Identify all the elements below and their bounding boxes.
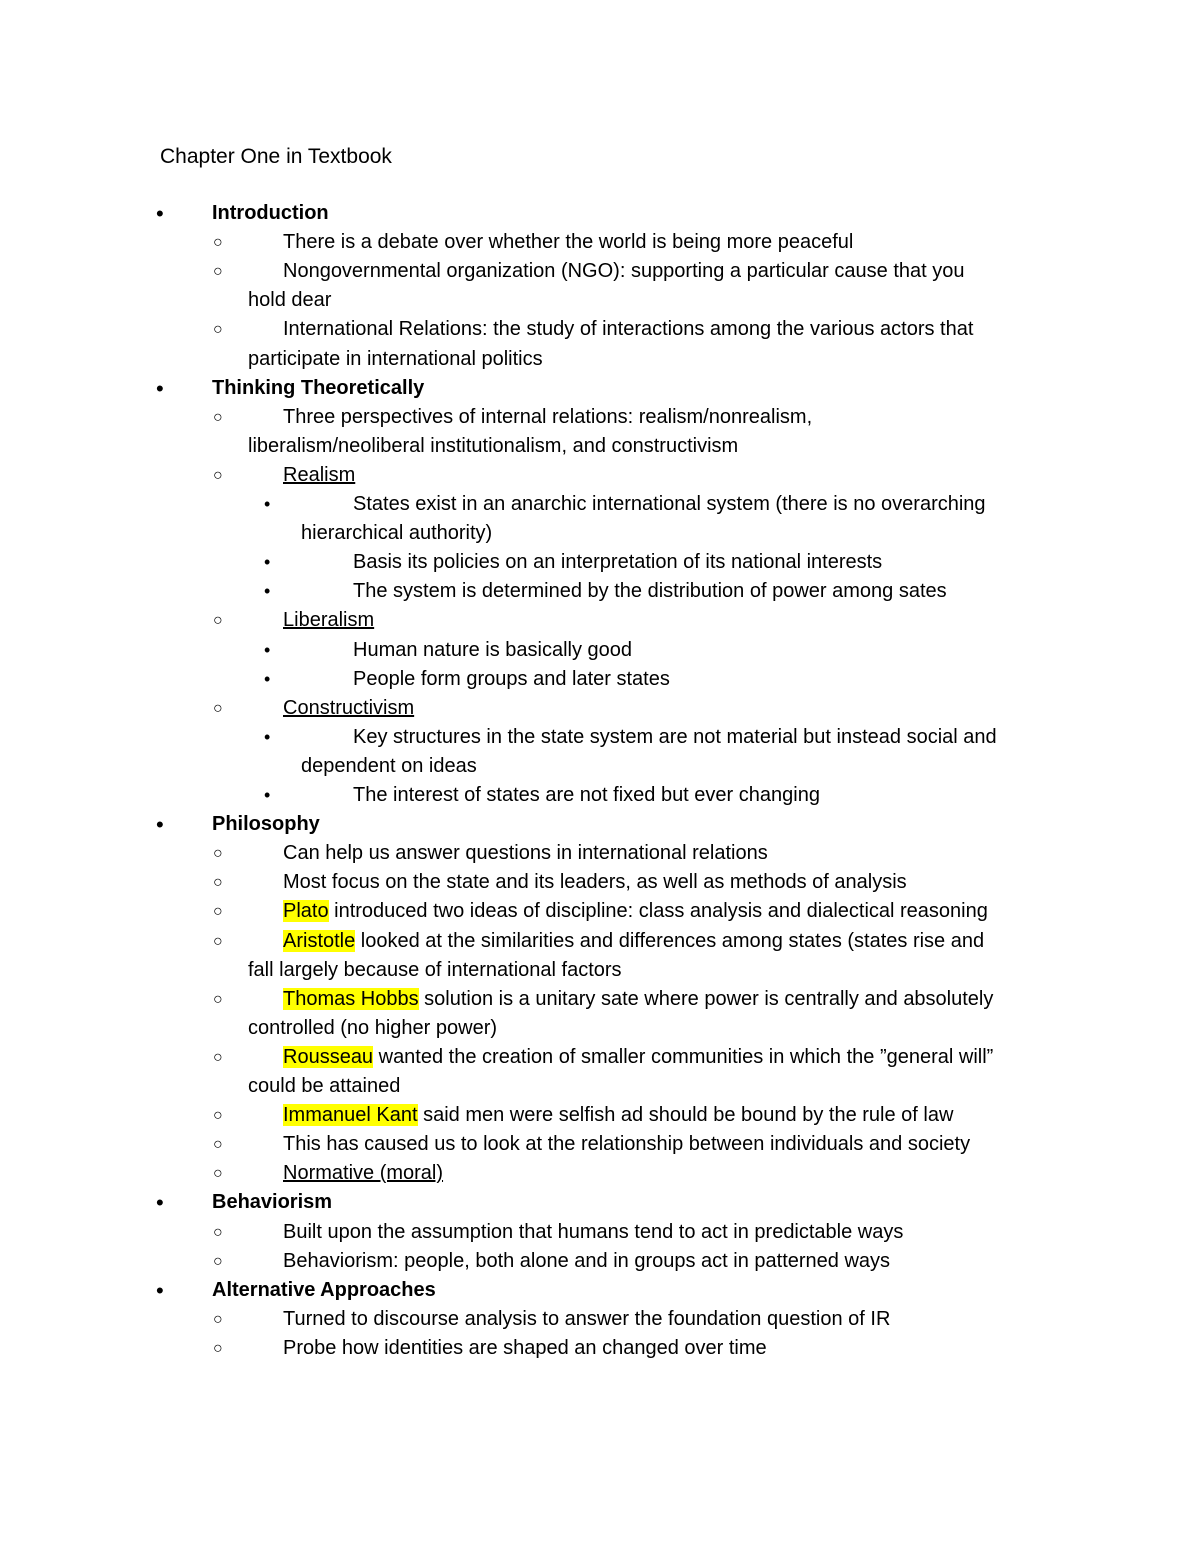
list-item: [283, 1248, 890, 1275]
sub-bullet-icon: ○: [213, 408, 223, 426]
list-item: [283, 1044, 993, 1071]
list-item: [283, 986, 993, 1013]
item-text: Turned to discourse analysis to answer the foundation question of IR: [283, 1307, 891, 1330]
subheading: [283, 1160, 443, 1187]
list-item: [283, 1219, 903, 1246]
item-text: Built upon the assumption that humans tend to act in predictable ways: [283, 1220, 904, 1243]
nested-list-item: [301, 753, 477, 780]
item-text: hold dear: [248, 289, 332, 312]
section-heading-text: Behaviorism: [212, 1191, 333, 1214]
list-item: [283, 258, 964, 285]
item-text: States exist in an anarchic international system (there is no overarching: [353, 493, 986, 515]
subheading: [283, 695, 414, 722]
item-text: could be attained: [248, 1075, 401, 1097]
list-item: [283, 1335, 767, 1362]
highlighted-name: Thomas Hobbs: [283, 987, 419, 1010]
sub-bullet-icon: ○: [213, 845, 223, 863]
bullet-icon: •: [156, 812, 164, 838]
subheading: [283, 462, 355, 489]
list-item: [283, 229, 853, 256]
item-text: liberalism/neoliberal institutionalism, and constructivism: [248, 434, 739, 457]
nested-list-item: [301, 520, 492, 547]
nested-list-item: [353, 637, 632, 664]
subheading-label: Normative (moral): [283, 1162, 444, 1185]
sub-bullet-icon: ○: [213, 1223, 223, 1241]
sub-bullet-icon: ○: [213, 321, 223, 339]
section-heading-text: Introduction: [212, 202, 329, 224]
section-heading-text: Philosophy: [212, 813, 320, 836]
sub-bullet-icon: ○: [213, 990, 223, 1008]
item-text: International Relations: the study of interactions among the various actors that: [283, 318, 974, 341]
list-item: [248, 1015, 497, 1042]
bullet-icon: •: [156, 1190, 164, 1216]
item-text: participate in international politics: [248, 347, 543, 370]
item-text: Nongovernmental organization (NGO): supporting a particular cause that you: [283, 260, 965, 283]
item-text: looked at the similarities and differences among states (states rise and: [355, 929, 985, 952]
sub-bullet-icon: ○: [213, 699, 223, 717]
nested-bullet-icon: •: [264, 668, 271, 689]
nested-bullet-icon: •: [264, 726, 271, 747]
section-heading: [212, 375, 424, 402]
list-item: [283, 1306, 890, 1333]
item-text: Probe how identities are shaped an changed over time: [283, 1336, 767, 1359]
nested-list-item: [353, 724, 997, 751]
list-item: [248, 433, 738, 460]
section-heading: [212, 811, 320, 838]
item-text: The interest of states are not fixed but ever changing: [353, 784, 820, 806]
item-text: dependent on ideas: [301, 754, 477, 777]
list-item: [283, 898, 988, 925]
nested-list-item: [353, 782, 820, 809]
sub-bullet-icon: ○: [213, 1252, 223, 1270]
nested-list-item: [353, 578, 947, 605]
nested-bullet-icon: •: [264, 552, 271, 573]
item-text: Three perspectives of internal relations: realism/nonrealism,: [283, 405, 813, 428]
sub-bullet-icon: ○: [213, 1310, 223, 1328]
item-text: Can help us answer questions in international relations: [283, 842, 768, 865]
sub-bullet-icon: ○: [213, 1048, 223, 1066]
bullet-icon: •: [156, 201, 164, 226]
subheading-label: Constructivism: [283, 696, 415, 719]
highlighted-name: Aristotle: [283, 929, 356, 952]
item-text: This has caused us to look at the relationship between individuals and society: [283, 1133, 971, 1156]
bullet-icon: •: [156, 375, 164, 401]
page-title: Chapter One in Textbook: [160, 145, 392, 168]
subheading-label: Liberalism: [283, 609, 375, 632]
section-heading: [212, 1277, 436, 1304]
item-text: fall largely because of international factors: [248, 958, 622, 981]
sub-bullet-icon: ○: [213, 874, 223, 892]
sub-bullet-icon: ○: [213, 932, 223, 950]
section-heading-text: Thinking Theoretically: [212, 376, 425, 399]
item-text: introduced two ideas of discipline: class analysis and dialectical reasoning: [328, 900, 988, 923]
item-text: Basis its policies on an interpretation of its national interests: [353, 551, 883, 574]
list-item: [283, 928, 984, 955]
list-item: [283, 869, 907, 896]
list-item: [248, 287, 331, 314]
list-item: [283, 1102, 953, 1129]
list-item: [248, 1073, 400, 1100]
sub-bullet-icon: ○: [213, 1339, 223, 1357]
item-text: hierarchical authority): [301, 522, 493, 545]
item-text: solution is a unitary sate where power is centrally and absolutely: [418, 987, 994, 1010]
item-text: Behaviorism: people, both alone and in groups act in patterned ways: [283, 1249, 891, 1272]
list-item: [248, 957, 622, 984]
nested-bullet-icon: •: [264, 785, 271, 805]
sub-bullet-icon: ○: [213, 1107, 223, 1125]
highlighted-name: Plato: [283, 900, 329, 923]
list-item: [248, 346, 543, 373]
bullet-icon: •: [156, 1277, 164, 1303]
sub-bullet-icon: ○: [213, 466, 223, 484]
nested-bullet-icon: •: [264, 639, 271, 660]
item-text: People form groups and later states: [353, 667, 670, 690]
item-text: wanted the creation of smaller communities in which the ”general will”: [373, 1045, 994, 1068]
sub-bullet-icon: ○: [213, 1165, 223, 1183]
sub-bullet-icon: ○: [213, 903, 223, 921]
item-text: controlled (no higher power): [248, 1016, 498, 1039]
sub-bullet-icon: ○: [213, 234, 223, 252]
list-item: [283, 404, 812, 431]
subheading: [283, 607, 374, 634]
subheading-label: Realism: [283, 463, 356, 486]
sub-bullet-icon: ○: [213, 1136, 223, 1154]
nested-bullet-icon: •: [264, 494, 271, 514]
nested-bullet-icon: •: [264, 581, 271, 602]
section-heading: [212, 200, 329, 227]
item-text: Key structures in the state system are not material but instead social and: [353, 725, 997, 748]
item-text: said men were selfish ad should be bound by the rule of law: [417, 1104, 954, 1127]
section-heading: [212, 1189, 332, 1216]
highlighted-name: Rousseau: [283, 1045, 374, 1068]
sub-bullet-icon: ○: [213, 263, 223, 281]
item-text: Human nature is basically good: [353, 638, 633, 661]
item-text: The system is determined by the distribution of power among sates: [353, 580, 947, 603]
highlighted-name: Immanuel Kant: [283, 1104, 418, 1127]
item-text: There is a debate over whether the world is being more peaceful: [283, 231, 854, 254]
list-item: [283, 1131, 970, 1158]
nested-list-item: [353, 549, 882, 576]
section-heading-text: Alternative Approaches: [212, 1278, 436, 1301]
nested-list-item: [353, 666, 670, 693]
nested-list-item: [353, 491, 986, 518]
sub-bullet-icon: ○: [213, 612, 223, 630]
list-item: [283, 840, 768, 867]
item-text: Most focus on the state and its leaders, as well as methods of analysis: [283, 871, 907, 894]
list-item: [283, 316, 973, 343]
